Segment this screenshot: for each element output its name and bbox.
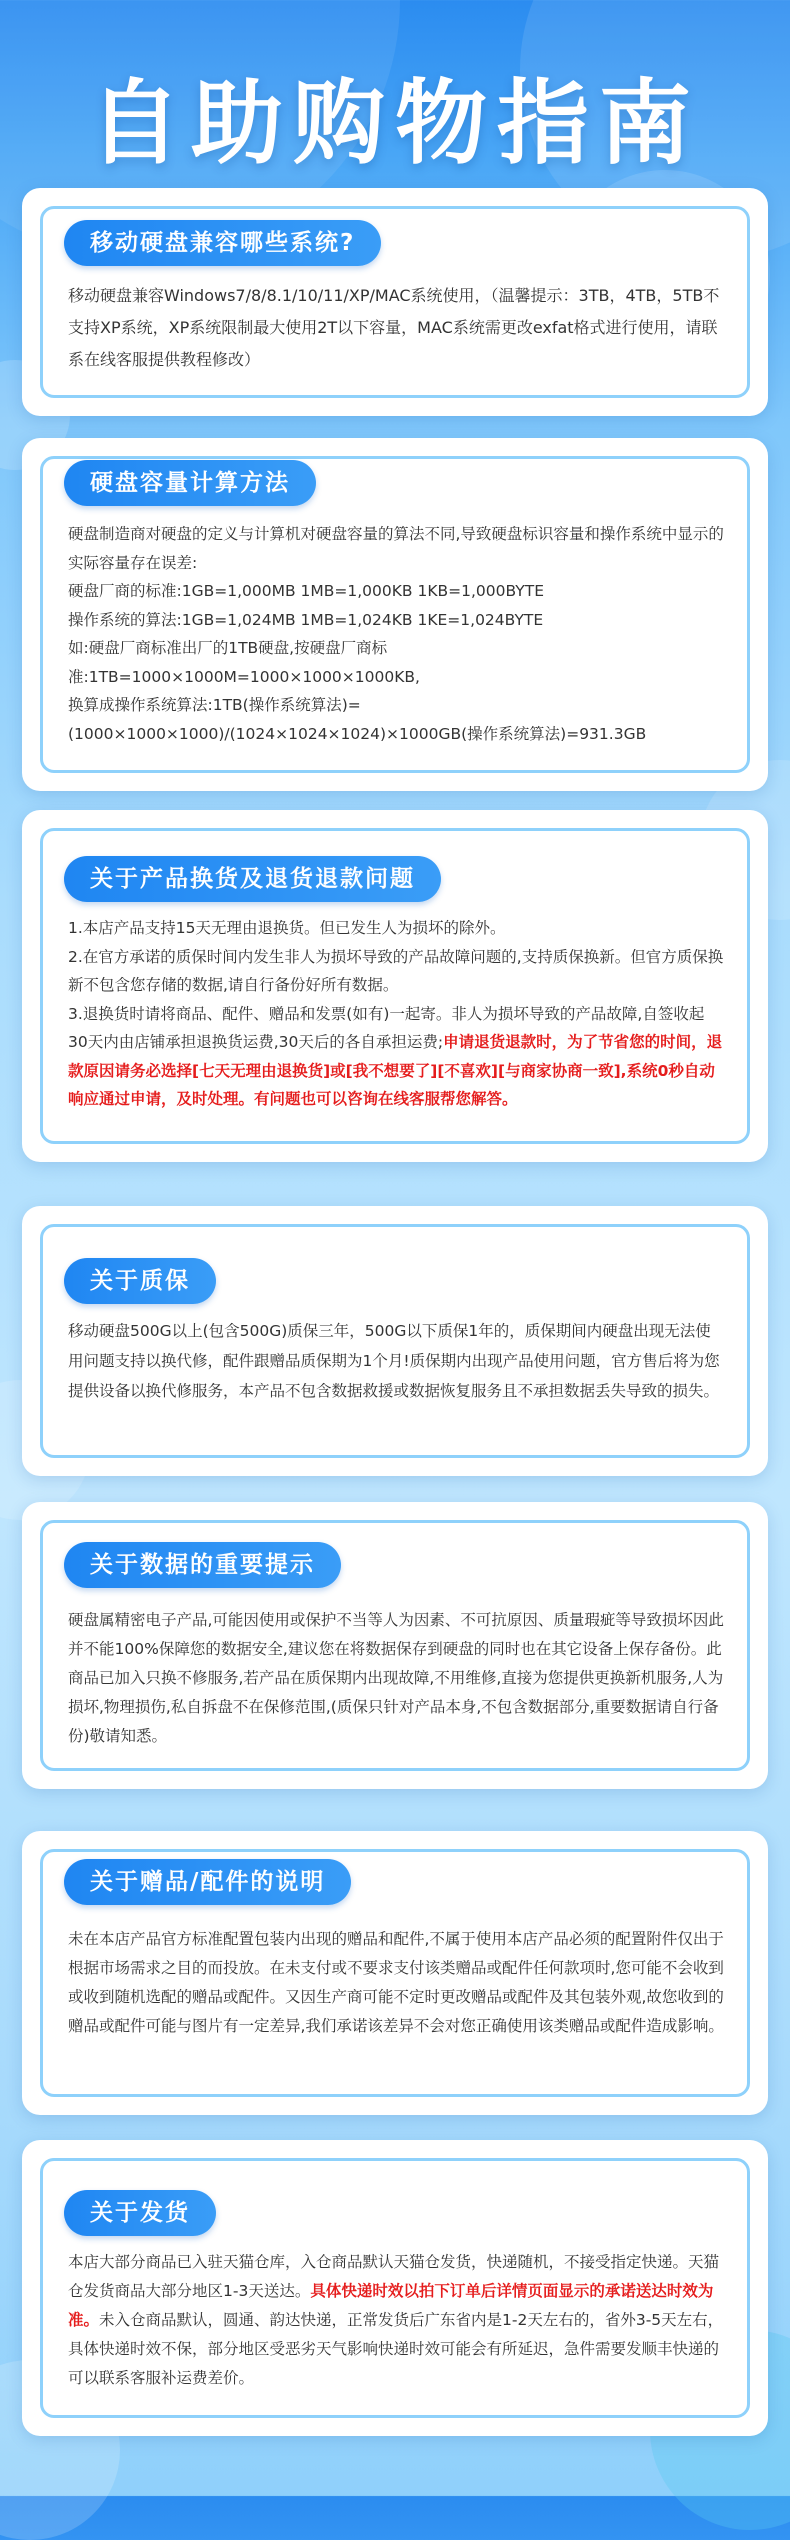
- section-heading-gifts: 关于赠品/配件的说明: [64, 1859, 351, 1905]
- section-heading-shipping: 关于发货: [64, 2190, 216, 2236]
- gifts-paragraph: 未在本店产品官方标准配置包装内出现的赠品和配件,不属于使用本店产品必须的配置附件仅出于根据市场需求之目的而投放。在未支付或不要求支付该类赠品或配件任何款项时,您可能不会收到或收到随机选配的赠品或配件。又因生产商可能不定时更改赠品或配件及其包装外观,故您收到的赠品或配件可能与图片有一定差异,我们承诺该差异不会对您正确使用该类赠品或配件造成影响。: [68, 1930, 724, 2035]
- capacity-text: [68, 520, 724, 748]
- shipping-text-a: 本店大部分商品已入驻天猫仓库，入仓商品默认天猫仓发货，快递随机，不接受指定快递。天猫仓发货商品大部分地区1-3天送达。: [68, 2253, 720, 2300]
- section-compat: [22, 188, 768, 416]
- section-shipping: [22, 2140, 768, 2436]
- section-heading-data: 关于数据的重要提示: [64, 1542, 341, 1588]
- data-text: [68, 1606, 724, 1751]
- capacity-line: 硬盘厂商的标准:1GB=1,000MB 1MB=1,000KB 1KB=1,000BYTE: [68, 582, 545, 600]
- section-returns: [22, 810, 768, 1162]
- warranty-paragraph: 移动硬盘500G以上(包含500G)质保三年，500G以下质保1年的，质保期间内硬盘出现无法使用问题支持以换代修，配件跟赠品质保期为1个月!质保期内出现产品使用问题，官方售后将为您提供设备以换代修服务，本产品不包含数据救援或数据恢复服务且不承担数据丢失导致的损失。: [68, 1322, 720, 1400]
- returns-item-3-text: 3.退换货时请将商品、配件、赠品和发票(如有)一起寄。非人为损坏导致的产品故障,自签收起30天内由店铺承担退换货运费,30天后的各自承担运费;: [68, 1004, 705, 1051]
- shipping-paragraph: [68, 2248, 724, 2393]
- compat-paragraph: 移动硬盘兼容Windows7/8/8.1/10/11/XP/MAC系统使用，（温馨提示：3TB，4TB，5TB不支持XP系统，XP系统限制最大使用2T以下容量，MAC系统需更改exfat格式进行使用，请联系在线客服提供教程修改）: [68, 286, 720, 369]
- returns-text: [68, 914, 724, 1114]
- shipping-text-b: 未入仓商品默认，圆通、韵达快递，正常发货后广东省内是1-2天左右的，省外3-5天左右，具体快递时效不保，部分地区受恶劣天气影响快递时效可能会有所延迟，急件需要发顺丰快递的可以联系客服补运费差价。: [68, 2311, 724, 2387]
- page-title: 自助购物指南: [88, 70, 701, 177]
- shipping-highlight: 具体快递时效以拍下订单后详情页面显示的承诺送达时效为准。: [68, 2282, 714, 2329]
- section-heading-capacity: 硬盘容量计算方法: [64, 460, 316, 506]
- section-heading-warranty: 关于质保: [64, 1258, 216, 1304]
- section-gifts: [22, 1831, 768, 2115]
- returns-item-3-highlight: 申请退货退款时，为了节省您的时间，退款原因请务必选择[七天无理由退换货]或[我不想要了][不喜欢][与商家协商一致],系统0秒自动响应通过申请，及时处理。有问题也可以咨询在线客服帮您解答。: [68, 1033, 723, 1108]
- capacity-line: 如:硬盘厂商标准出厂的1TB硬盘,按硬盘厂商标准:1TB=1000×1000M=1000×1000×1000KB,: [68, 639, 420, 686]
- data-paragraph: 硬盘属精密电子产品,可能因使用或保护不当等人为因素、不可抗原因、质量瑕疵等导致损坏因此并不能100%保障您的数据安全,建议您在将数据保存到硬盘的同时也在其它设备上保存备份。此商品已加入只换不修服务,若产品在质保期内出现故障,不用维修,直接为您提供更换新机服务,人为损坏,物理损伤,私自拆盘不在保修范围,(质保只针对产品本身,不包含数据部分,重要数据请自行备份)敬请知悉。: [68, 1611, 724, 1745]
- returns-item-3: [68, 1000, 724, 1114]
- section-heading-returns: 关于产品换货及退货退款问题: [64, 856, 441, 902]
- capacity-line: 换算成操作系统算法:1TB(操作系统算法)=(1000×1000×1000)/(1024×1024×1024)×1000GB(操作系统算法)=931.3GB: [68, 696, 647, 743]
- capacity-line: 硬盘制造商对硬盘的定义与计算机对硬盘容量的算法不同,导致硬盘标识容量和操作系统中显示的实际容量存在误差:: [68, 525, 724, 572]
- returns-item-1: 1.本店产品支持15天无理由退换货。但已发生人为损坏的除外。: [68, 919, 506, 937]
- capacity-line: 操作系统的算法:1GB=1,024MB 1MB=1,024KB 1KE=1,024BYTE: [68, 610, 544, 629]
- compat-text: [68, 280, 724, 376]
- shipping-text: [68, 2248, 724, 2393]
- returns-item-2: 2.在官方承诺的质保时间内发生非人为损坏导致的产品故障问题的,支持质保换新。但官方质保换新不包含您存储的数据,请自行备份好所有数据。: [68, 947, 724, 994]
- section-heading-compat: 移动硬盘兼容哪些系统?: [64, 220, 381, 266]
- warranty-text: [68, 1316, 724, 1406]
- section-warranty: [22, 1206, 768, 1476]
- section-data: [22, 1502, 768, 1789]
- section-capacity: [22, 438, 768, 791]
- gifts-text: [68, 1925, 724, 2041]
